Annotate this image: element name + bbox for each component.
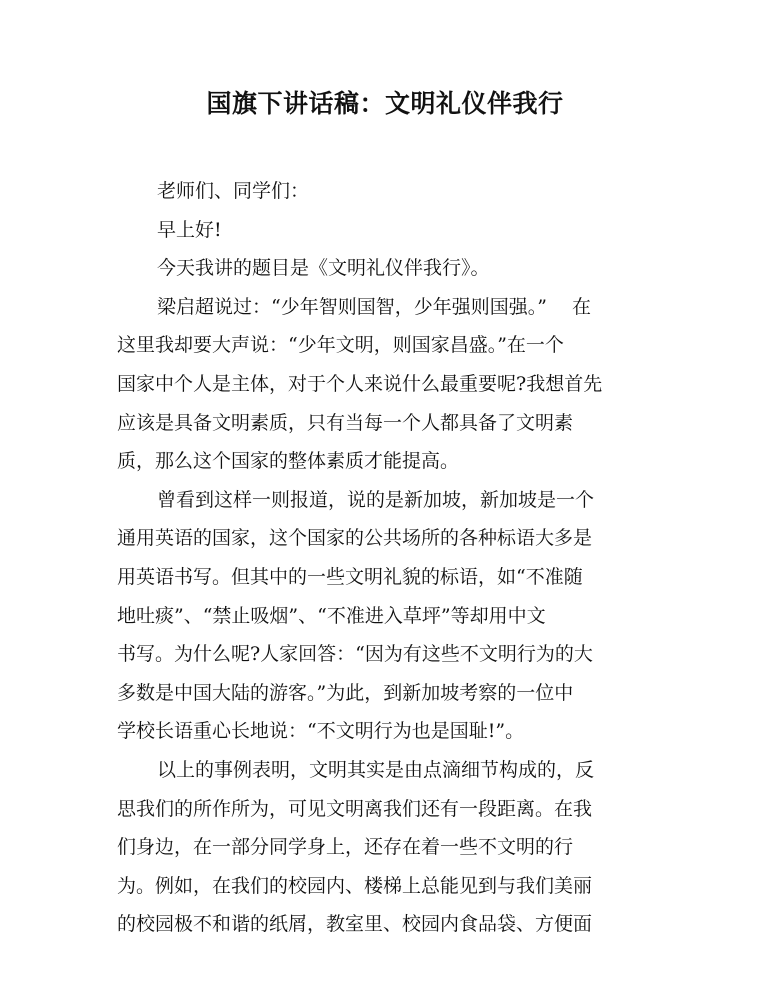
greeting-line: 早上好!: [157, 218, 222, 241]
paragraph-line: 们身边，在一部分同学身上，还存在着一些不文明的行: [117, 836, 574, 859]
paragraph-line: 国家中个人是主体，对于个人来说什么最重要呢?我想首先: [117, 372, 603, 395]
paragraph-line: 书写。为什么呢?人家回答：“因为有这些不文明行为的大: [117, 643, 593, 666]
paragraph-line: 这里我却要大声说：“少年文明，则国家昌盛。”在一个: [117, 334, 564, 357]
paragraph-line: 为。例如，在我们的校园内、楼梯上总能见到与我们美丽: [117, 874, 593, 897]
paragraph-line: 应该是具备文明素质，只有当每一个人都具备了文明素: [117, 411, 574, 434]
paragraph-line: 今天我讲的题目是《文明礼仪伴我行》。: [157, 257, 490, 280]
paragraph-line: 曾看到这样一则报道，说的是新加坡，新加坡是一个: [157, 488, 595, 511]
paragraph-line: 思我们的所作所为，可见文明离我们还有一段距离。在我: [117, 797, 593, 820]
paragraph-line: 梁启超说过：“少年智则国智，少年强则国强。” 在: [157, 295, 591, 318]
paragraph-line: 多数是中国大陆的游客。”为此，到新加坡考察的一位中: [117, 681, 574, 704]
document-body: [117, 172, 655, 944]
paragraph-line: 通用英语的国家，这个国家的公共场所的各种标语大多是: [117, 527, 593, 550]
salutation-line: 老师们、同学们：: [157, 180, 310, 202]
paragraph-line: 用英语书写。但其中的一些文明礼貌的标语，如“不准随: [117, 565, 583, 588]
paragraph-line: 的校园极不和谐的纸屑，教室里、校园内食品袋、方便面: [117, 913, 593, 936]
paragraph-line: 学校长语重心长地说：“不文明行为也是国耻!”。: [117, 720, 525, 743]
paragraph-line: 以上的事例表明，文明其实是由点滴细节构成的，反: [157, 758, 595, 781]
document-title: 国旗下讲话稿：文明礼仪伴我行: [206, 89, 564, 118]
paragraph-line: 地吐痰”、“禁止吸烟”、“不准进入草坪”等却用中文: [117, 604, 546, 627]
paragraph-line: 质，那么这个国家的整体素质才能提高。: [117, 450, 460, 473]
